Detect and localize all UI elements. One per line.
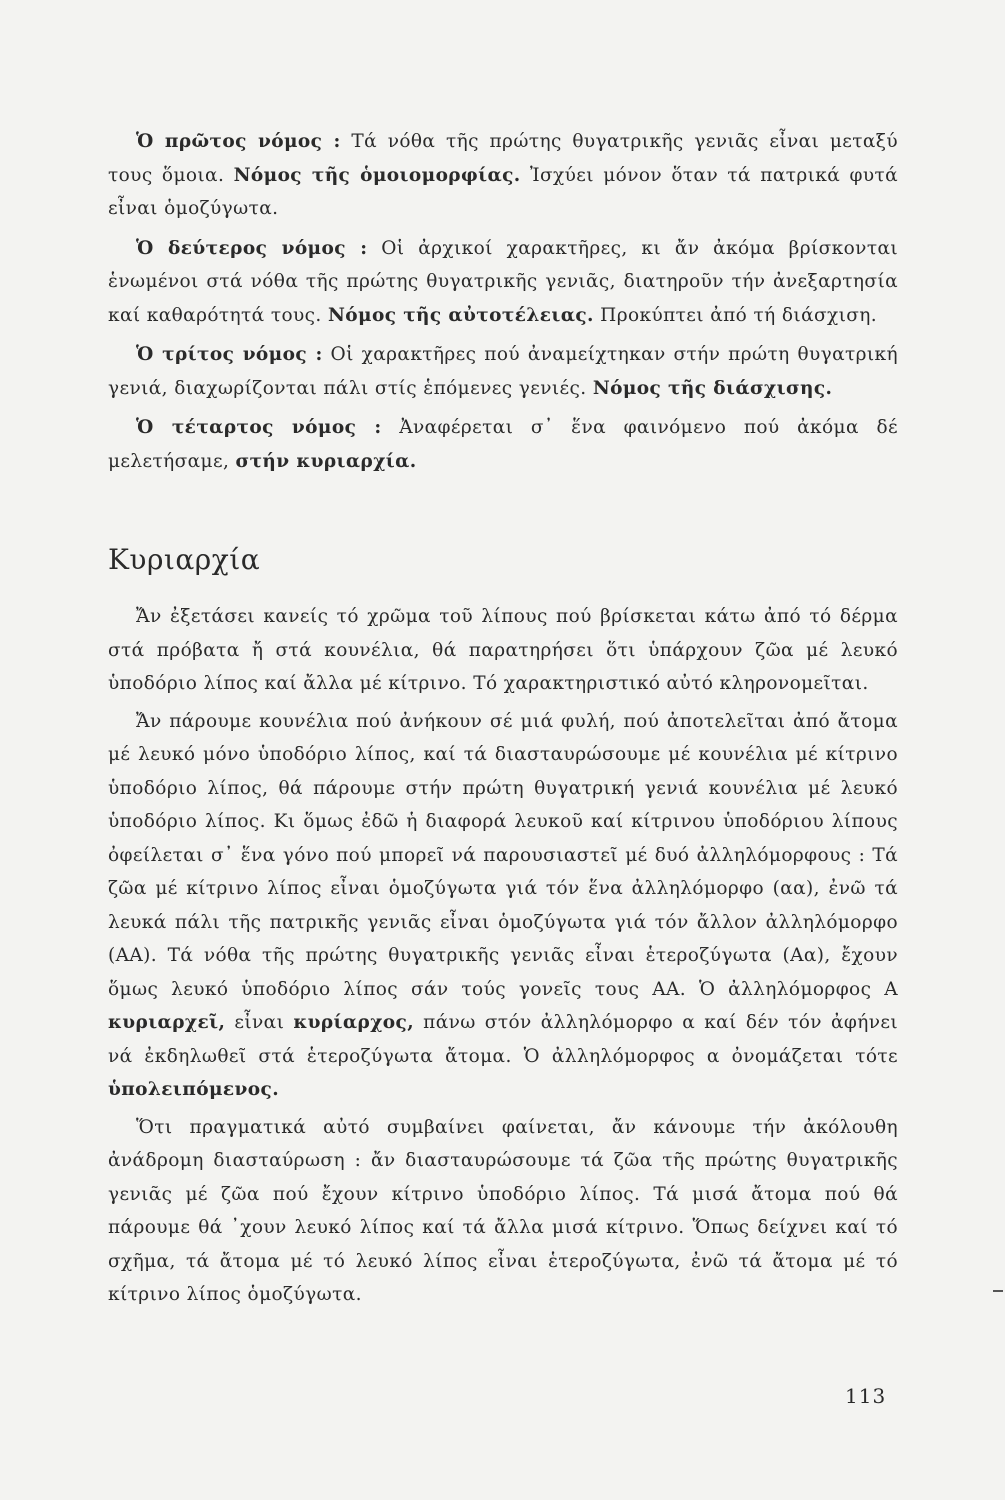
law-4-name: στήν κυριαρχία. — [235, 450, 417, 472]
paragraph-2-text-a: Ἄν πάρουμε κουνέλια πού ἀνήκουν σέ μιά φυλή, πού ἀποτελεῖται ἀπό ἄτομα μέ λευκό μόνο ὑποδόριο λίπος, καί τά διασταυρώσουμε μέ κουνέλια μέ κίτρινο ὑποδόριο λίπος, θά πάρουμε στήν πρώτη θυγατρική γενιά κουνέλια μέ λευκό ὑποδόριο λίπος. Κι ὅμως ἐδῶ ἡ διαφορά λευκοῦ καί κίτρινου ὑποδόριου λίπους ὀφείλεται σ᾽ ἕνα γόνο πού μπορεῖ νά παρουσιαστεῖ μέ δυό ἀλληλόμορφους : Τά ζῶα μέ κίτρινο λίπος εἶναι ὁμοζύγωτα γιά τόν ἕνα ἀλληλόμορφο (αα), ἐνῶ τά λευκά πάλι τῆς πατρικῆς γενιᾶς εἶναι ὁμοζύγωτα γιά τόν ἄλλον ἀλληλόμορφο (ΑΑ). Τά νόθα τῆς πρώτης θυγατρικῆς γενιᾶς εἶναι ἑτεροζύγωτα (Αα), ἔχουν ὅμως λευκό ὑποδόριο λίπος σάν τούς γονεῖς τους ΑΑ. Ὁ ἀλληλόμορφος Α — [108, 710, 898, 1000]
law-1-name: Νόμος τῆς ὁμοιομορφίας. — [233, 164, 521, 186]
law-4-lead: Ὁ τέταρτος νόμος : — [136, 417, 382, 438]
section-title: Κυριαρχία — [108, 543, 261, 576]
paragraph-2-text-c: εἶναι — [225, 1012, 294, 1033]
paragraph-2-text-d: πάνω στόν ἀλληλόμορφο α καί δέν τόν ἀφήνει νά ἐκδηλωθεῖ στά ἑτεροζύγωτα ἄτομα. Ὁ ἀλληλόμορφος α ὀνομάζεται τότε — [108, 1012, 898, 1067]
law-1-lead: Ὁ πρῶτος νόμος : — [136, 131, 341, 152]
law-2-name: Νόμος τῆς αὐτοτέλειας. — [327, 304, 594, 326]
term-kyriarxos: κυρίαρχος, — [293, 1012, 415, 1033]
law-2-text: Οἱ ἀρχικοί χαρακτῆρες, κι ἄν ἀκόμα βρίσκονται ἑνωμένοι στά νόθα τῆς πρώτης θυγατρικῆς γενιᾶς, διατηροῦν τήν ἀνεξαρτησία καί καθαρότητά τους. — [108, 237, 898, 326]
law-2 — [108, 232, 898, 333]
page-number: 113 — [845, 1384, 887, 1408]
law-2-lead: Ὁ δεύτερος νόμος : — [136, 237, 368, 259]
law-3-lead: Ὁ τρίτος νόμος : — [136, 344, 323, 365]
law-3-name: Νόμος τῆς διάσχισης. — [592, 377, 833, 399]
law-3-text: Οἱ χαρακτῆρες πού ἀναμείχτηκαν στήν πρώτη θυγατρική γενιά, διαχωρίζονται πάλι στίς ἑπόμενες γενιές. — [108, 344, 899, 399]
page-body — [108, 125, 898, 1316]
term-ypoleipomenos: ὑπολειπόμενος. — [108, 1079, 280, 1100]
law-1 — [108, 125, 898, 226]
edge-mark — [993, 1290, 1003, 1292]
law-4 — [108, 411, 898, 478]
term-kyriarxei: κυριαρχεῖ, — [108, 1012, 226, 1033]
law-4-text: Ἀναφέρεται σ᾽ ἕνα φαινόμενο πού ἀκόμα δέ μελετήσαμε, — [108, 417, 898, 472]
law-2-text-end: Προκύπτει ἀπό τή διάσχιση. — [593, 304, 878, 326]
law-1-text-end: Ἰσχύει μόνον ὅταν τά πατρικά φυτά εἶναι ὁμοζύγωτα. — [108, 164, 899, 219]
paragraph-2 — [108, 705, 898, 1107]
law-1-text: Τά νόθα τῆς πρώτης θυγατρικῆς γενιᾶς εἶναι μεταξύ τους ὅμοια. — [108, 131, 898, 186]
paragraph-1: Ἄν ἐξετάσει κανείς τό χρῶμα τοῦ λίπους πού βρίσκεται κάτω ἀπό τό δέρμα στά πρόβατα ἤ στά κουνέλια, θά παρατηρήσει ὅτι ὑπάρχουν ζῶα μέ λευκό ὑποδόριο λίπος καί ἄλλα μέ κίτρινο. Τό χαρακτηριστικό αὐτό κληρονομεῖται. — [108, 606, 898, 694]
paragraph-3: Ὅτι πραγματικά αὐτό συμβαίνει φαίνεται, ἄν κάνουμε τήν ἀκόλουθη ἀνάδρομη διασταύρωση : ἄν διασταυρώσουμε τά ζῶα τῆς πρώτης θυγατρικῆς γενιᾶς μέ ζῶα πού ἔχουν κίτρινο ὑποδόριο λίπος. Τά μισά ἄτομα πού θά πάρουμε θά ᾽χουν λευκό λίπος καί τά ἄλλα μισά κίτρινο. Ὅπως δείχνει καί τό σχῆμα, τά ἄτομα μέ τό λευκό λίπος εἶναι ἑτεροζύγωτα, ἐνῶ τά ἄτομα μέ τό κίτρινο λίπος ὁμοζύγωτα. — [108, 1116, 898, 1305]
law-3 — [108, 338, 898, 405]
